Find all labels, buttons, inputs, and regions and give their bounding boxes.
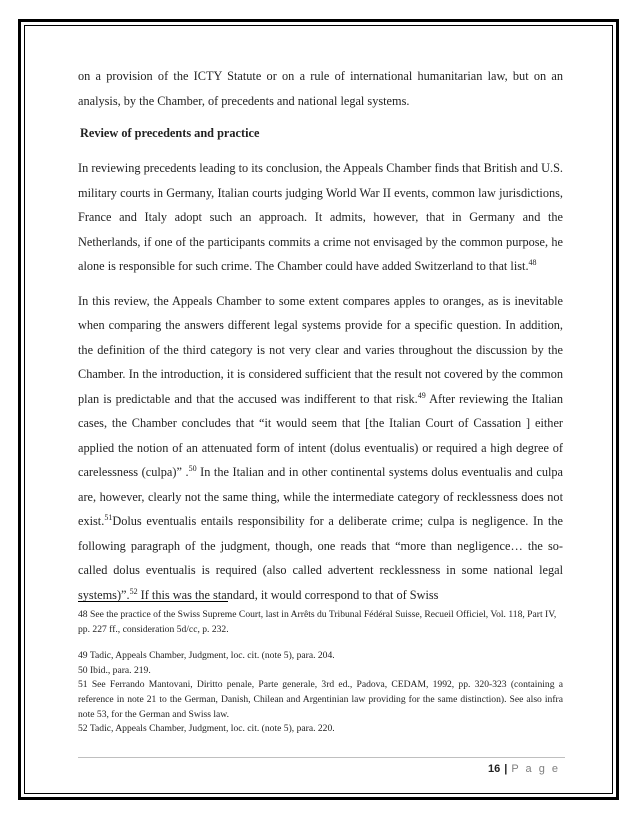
footnote-ref-51[interactable]: 51: [104, 512, 113, 522]
page-footer: [488, 763, 560, 775]
footer-rule: [78, 757, 565, 758]
footnote-48: 48 See the practice of the Swiss Supreme Court, last in Arrêts du Tribunal Fédéral Suisse, Recueil Officiel, Vol. 118, Part IV,: [78, 609, 557, 620]
paragraph-review: [78, 156, 563, 279]
footer-separator: |: [504, 763, 508, 775]
page-label: P a g e: [511, 763, 560, 775]
footnote-50: 50 Ibid., para. 219.: [78, 664, 151, 676]
page-number: 16: [488, 763, 501, 775]
footnote-separator: [78, 601, 228, 602]
paragraph-comparison: [78, 289, 563, 608]
paragraph-comparison-text-e: If this was the standard, it would correspond to that of Swiss: [137, 587, 439, 602]
footnote-49: 49 Tadic, Appeals Chamber, Judgment, loc. cit. (note 5), para. 204.: [78, 650, 335, 662]
footnote-ref-49[interactable]: 49: [417, 390, 426, 400]
footnote-ref-50[interactable]: 50: [188, 463, 197, 473]
footnote-ref-52[interactable]: 52: [129, 586, 138, 596]
footnote-spacer: [78, 637, 563, 649]
footnote-51: 51 See Ferrando Mantovani, Diritto penale, Parte generale, 3rd ed., Padova, CEDAM, 1992, pp. 320-323 (containing a reference in note 21 to the German, Danish, Chilean and Argentinian law providing for the same distinction). See also infra note 53, for the German and Swiss law.: [78, 679, 563, 720]
paragraph-comparison-text-c: In the Italian and in other continental systems dolus eventualis and culpa are, however, clearly not the same thing, while the intermediate category of recklessness does not exist.: [78, 465, 563, 528]
footnote-52: 52 Tadic, Appeals Chamber, Judgment, loc. cit. (note 5), para. 220.: [78, 723, 335, 735]
intro-paragraph: on a provision of the ICTY Statute or on a rule of international humanitarian law, but on an analysis, by the Chamber, of precedents and national legal systems.: [78, 69, 563, 108]
footnote-48-continued: pp. 227 ff., consideration 5d/cc, p. 232.: [78, 623, 229, 635]
paragraph-comparison-text-d: Dolus eventualis entails responsibility for a deliberate crime; culpa is negligence. In the following paragraph of the judgment, though, one reads that “more than negligence… the so-called dolus eventualis is required (also called advertent recklessness in some national legal systems)”.: [78, 514, 563, 602]
document-body: [78, 64, 563, 617]
paragraph-comparison-text-a: In this review, the Appeals Chamber to some extent compares apples to oranges, as is inevitable when comparing the answers different legal systems provide for a specific question. In addition, the definition of the third category is not very clear and varies throughout the discussion by the Chamber. In the introduction, it is considered sufficient that the result not covered by the common plan is predictable and that the accused was indifferent to that risk.: [78, 293, 563, 406]
footnotes-section: [78, 608, 563, 737]
section-heading: Review of precedents and practice: [80, 126, 260, 140]
paragraph-review-text: In reviewing precedents leading to its conclusion, the Appeals Chamber finds that British and U.S. military courts in Germany, Italian courts judging World War II events, common law jurisdictions, France and Italy adopt such an approach. It admits, however, that in Germany and the Netherlands, if one of the participants commits a crime not envisaged by the common purpose, he alone is responsible for such crime. The Chamber could have added Switzerland to that list.: [78, 161, 563, 273]
paragraph-comparison-text-b: After reviewing the Italian cases, the Chamber concludes that “it would seem that [the Italian Court of Cassation ] either applied the notion of an attenuated form of intent (dolus eventualis) or required a high degree of carelessness (culpa)” .: [78, 391, 564, 479]
footnote-ref-48[interactable]: 48: [528, 257, 537, 267]
